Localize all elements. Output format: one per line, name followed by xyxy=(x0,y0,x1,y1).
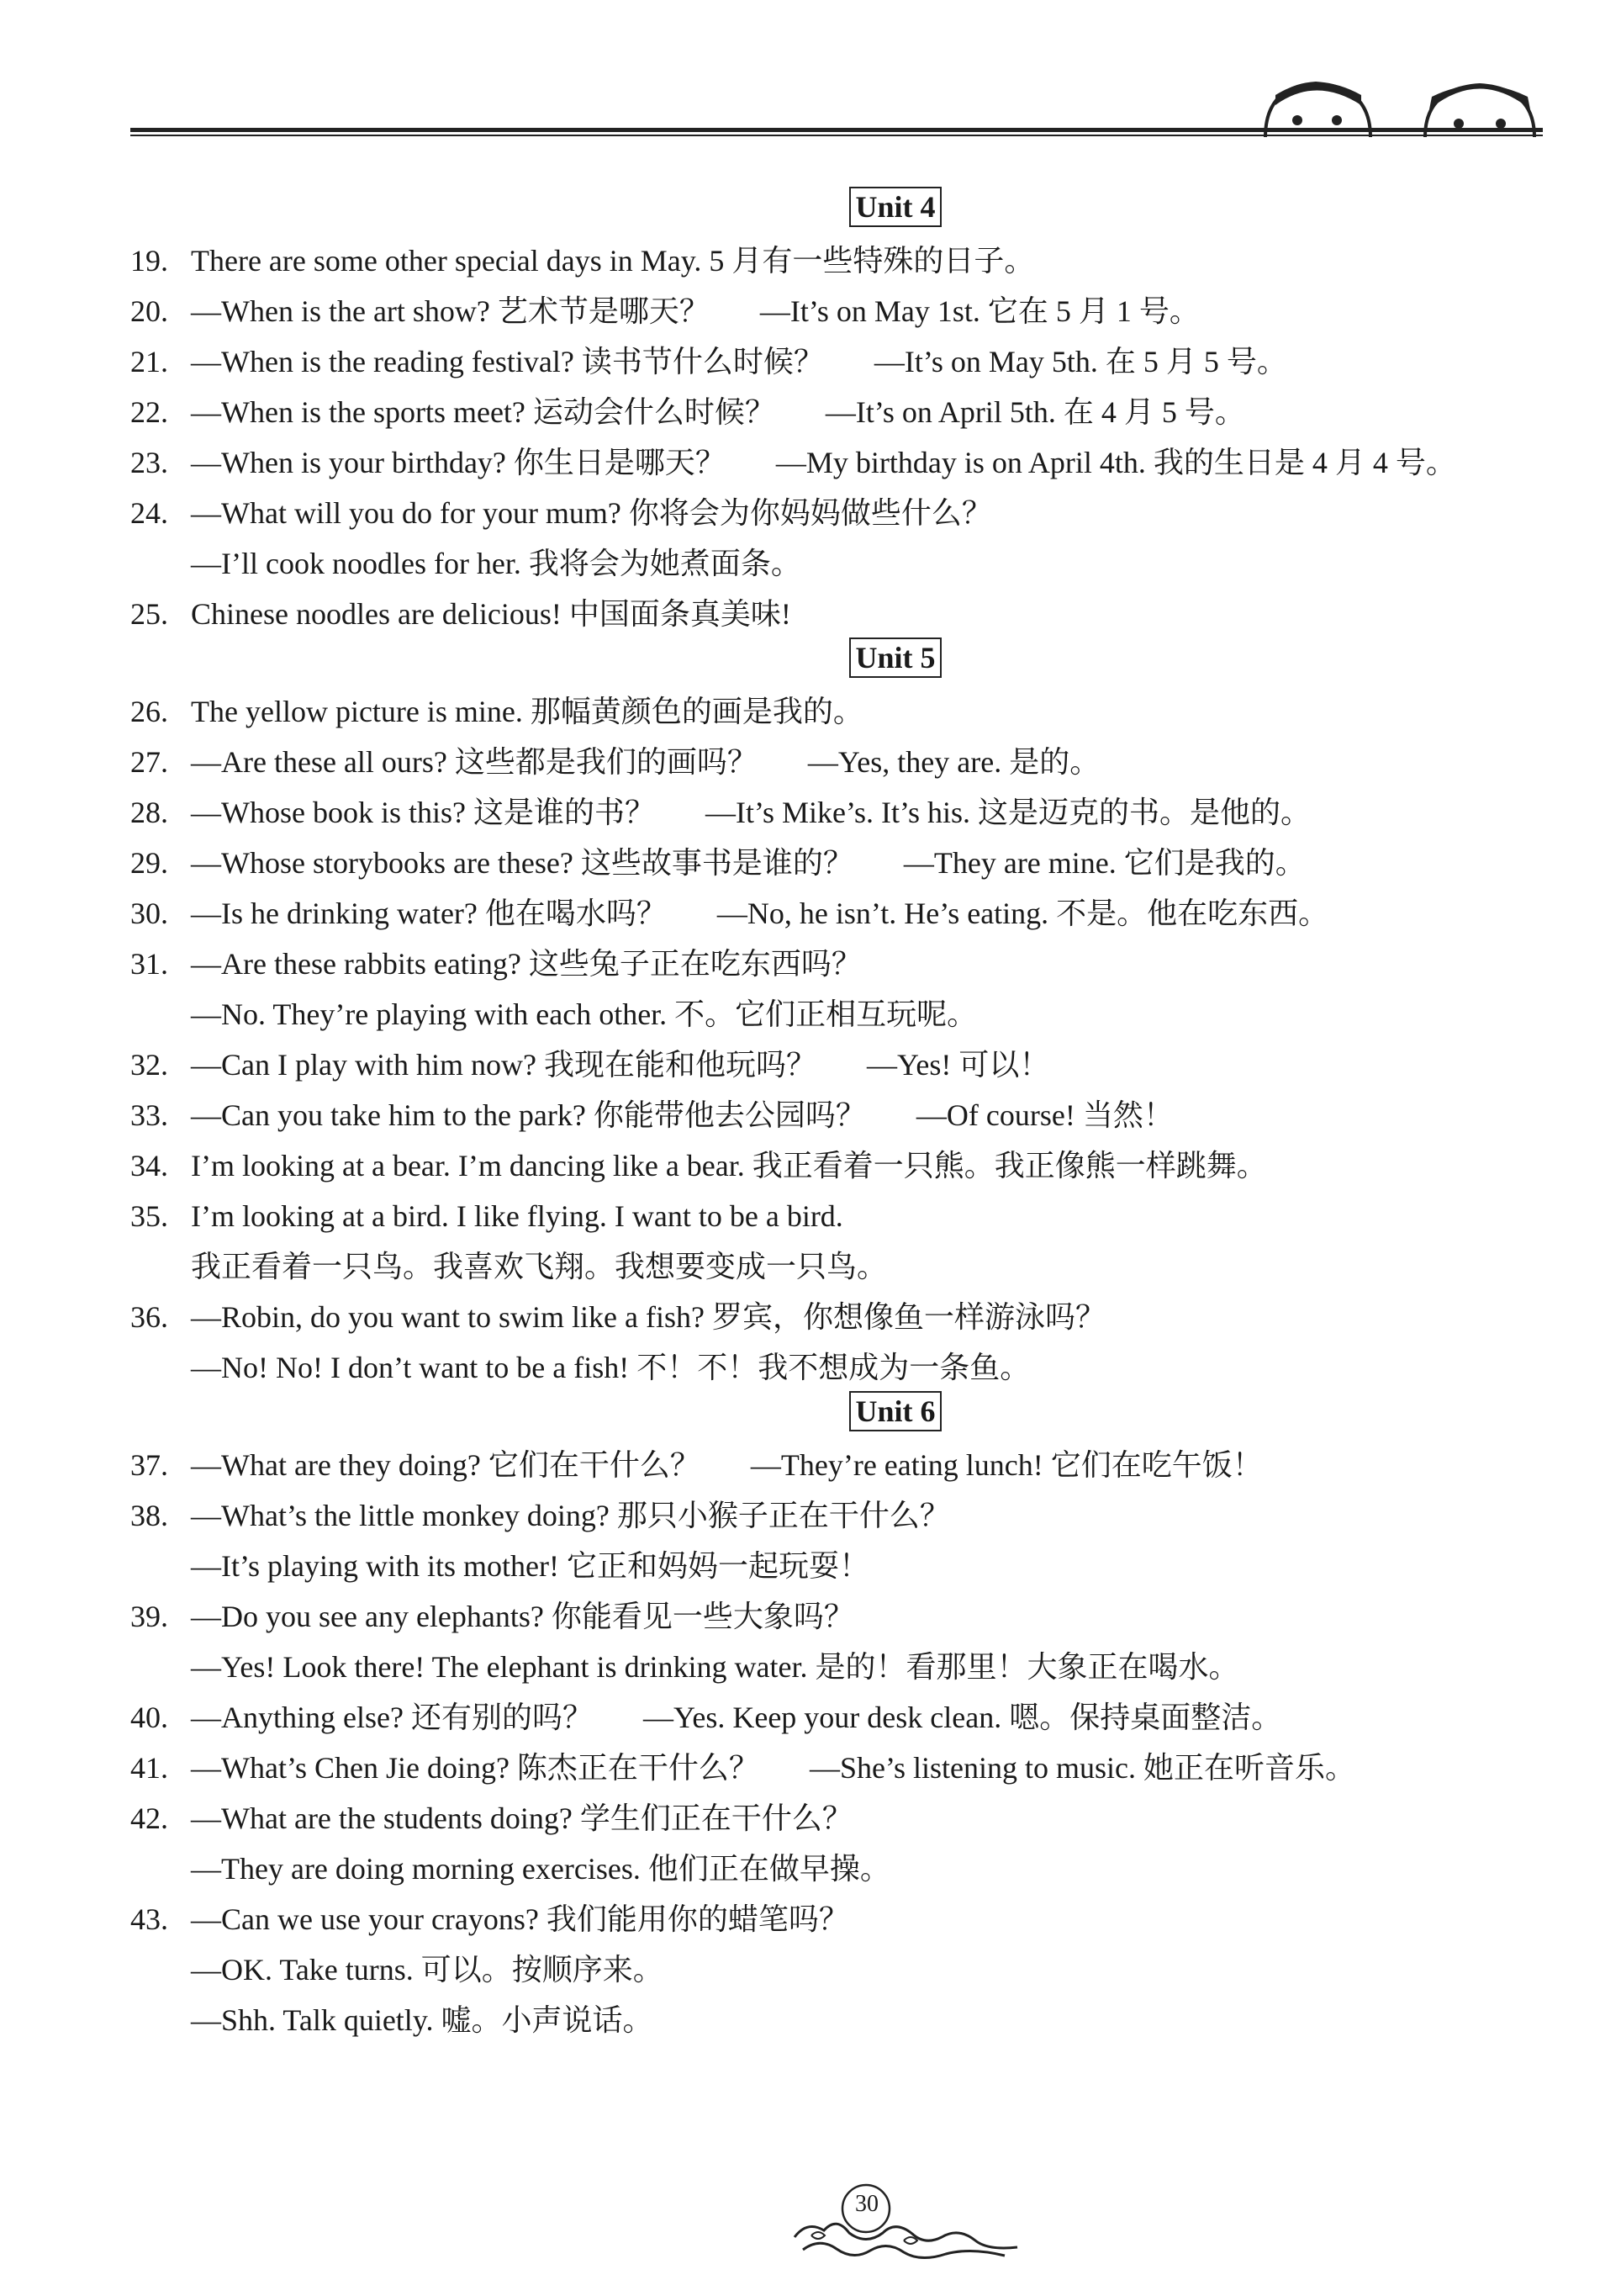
phrase-text: —What will you do for your mum? 你将会为你妈妈做些什么？ xyxy=(191,496,992,530)
item-number: 21. xyxy=(130,345,168,378)
phrase-item xyxy=(130,1140,1560,1191)
phrase-text: —When is the reading festival? 读书节什么时候？ xyxy=(191,345,824,378)
phrase-text: 我正看着一只鸟。我喜欢飞翔。我想要变成一只鸟。 xyxy=(191,1250,888,1283)
phrase-text: —When is the art show? 艺术节是哪天？ xyxy=(191,294,710,328)
phrase-item xyxy=(130,737,1560,787)
phrase-text: —Yes! Look there! The elephant is drinking water. 是的！看那里！大象正在喝水。 xyxy=(191,1650,1239,1684)
phrase-item xyxy=(130,686,1560,737)
phrase-text: —Is he drinking water? 他在喝水吗？ xyxy=(191,897,667,930)
item-number: 22. xyxy=(130,395,168,429)
item-number: 27. xyxy=(130,745,168,779)
phrase-text: —It’s playing with its mother! 它正和妈妈一起玩耍！ xyxy=(191,1549,869,1583)
phrase-text: —Can you take him to the park? 你能带他去公园吗？ xyxy=(191,1098,866,1132)
phrase-text: —Are these rabbits eating? 这些兔子正在吃东西吗？ xyxy=(191,947,862,981)
unit-heading xyxy=(231,187,1560,235)
phrase-text: —I’ll cook noodles for her. 我将会为她煮面条。 xyxy=(191,547,801,580)
phrase-item xyxy=(130,838,1560,888)
item-number: 20. xyxy=(130,294,168,328)
phrase-item xyxy=(130,1191,1560,1292)
phrase-text: —She’s listening to music. 她正在听音乐。 xyxy=(809,1751,1355,1785)
phrase-text: —Whose book is this? 这是谁的书？ xyxy=(191,796,655,829)
phrase-item xyxy=(130,1292,1560,1393)
phrase-text: —They’re eating lunch! 它们在吃午饭！ xyxy=(750,1448,1263,1482)
phrase-text: —What are they doing? 它们在干什么？ xyxy=(191,1448,700,1482)
cartoon-faces-icon xyxy=(1257,71,1555,139)
phrase-text: —It’s on May 1st. 它在 5 月 1 号。 xyxy=(759,294,1200,328)
phrase-item xyxy=(130,787,1560,838)
unit-title: Unit 5 xyxy=(849,637,941,678)
phrase-item xyxy=(130,286,1560,336)
phrase-item xyxy=(130,336,1560,387)
item-number: 19. xyxy=(130,244,168,278)
item-number: 39. xyxy=(130,1600,168,1633)
phrase-text: —No! No! I don’t want to be a fish! 不！不！我不想成为一条鱼。 xyxy=(191,1351,1031,1384)
item-number: 33. xyxy=(130,1098,168,1132)
item-number: 26. xyxy=(130,695,168,728)
phrase-text: —Whose storybooks are these? 这些故事书是谁的？ xyxy=(191,846,853,880)
cloud-ornament-icon xyxy=(778,2178,1030,2271)
phrase-text: —It’s on April 5th. 在 4 月 5 号。 xyxy=(825,395,1245,429)
phrase-item xyxy=(130,235,1560,286)
phrase-item xyxy=(130,1591,1560,1692)
phrase-text: —No. They’re playing with each other. 不。它们正相互玩呢。 xyxy=(191,997,978,1031)
phrase-item xyxy=(130,1090,1560,1140)
phrase-text: —Can I play with him now? 我现在能和他玩吗？ xyxy=(191,1048,816,1082)
phrase-text: Chinese noodles are delicious! 中国面条真美味! xyxy=(191,597,791,631)
phrase-text: —What’s Chen Jie doing? 陈杰正在干什么？ xyxy=(191,1751,759,1785)
phrase-text: —No, he isn’t. He’s eating. 不是。他在吃东西。 xyxy=(716,897,1329,930)
unit-title: Unit 6 xyxy=(849,1391,941,1431)
item-number: 31. xyxy=(130,947,168,981)
phrase-item xyxy=(130,1692,1560,1743)
item-number: 41. xyxy=(130,1751,168,1785)
phrase-item xyxy=(130,1040,1560,1090)
page-number: 30 xyxy=(855,2191,879,2217)
item-number: 28. xyxy=(130,796,168,829)
item-number: 23. xyxy=(130,446,168,479)
item-number: 34. xyxy=(130,1149,168,1182)
phrase-text: —It’s on May 5th. 在 5 月 5 号。 xyxy=(874,345,1287,378)
phrase-text: —When is the sports meet? 运动会什么时候？ xyxy=(191,395,775,429)
phrase-text: The yellow picture is mine. 那幅黄颜色的画是我的。 xyxy=(191,695,863,728)
item-number: 42. xyxy=(130,1801,168,1835)
unit-heading xyxy=(231,637,1560,686)
item-number: 37. xyxy=(130,1448,168,1482)
phrase-item xyxy=(130,1743,1560,1793)
item-number: 30. xyxy=(130,897,168,930)
phrase-text: —Shh. Talk quietly. 嘘。小声说话。 xyxy=(191,2003,653,2037)
phrase-item xyxy=(130,589,1560,639)
phrase-text: —Anything else? 还有别的吗？ xyxy=(191,1701,593,1734)
item-number: 36. xyxy=(130,1300,168,1334)
phrase-item xyxy=(130,387,1560,437)
phrase-item xyxy=(130,1490,1560,1591)
phrase-text: —Do you see any elephants? 你能看见一些大象吗？ xyxy=(191,1600,854,1633)
phrase-text: —Can we use your crayons? 我们能用你的蜡笔吗？ xyxy=(191,1902,849,1936)
phrase-item xyxy=(130,1793,1560,1894)
unit-title: Unit 4 xyxy=(849,187,941,227)
item-number: 25. xyxy=(130,597,168,631)
phrase-text: —What’s the little monkey doing? 那只小猴子正在干什么？ xyxy=(191,1499,950,1532)
phrase-list xyxy=(130,187,1560,2045)
phrase-text: I’m looking at a bear. I’m dancing like a bear. 我正看着一只熊。我正像熊一样跳舞。 xyxy=(191,1149,1267,1182)
phrase-text: —Yes! 可以！ xyxy=(866,1048,1050,1082)
phrase-text: —They are mine. 它们是我的。 xyxy=(903,846,1306,880)
phrase-text: There are some other special days in May. 5 月有一些特殊的日子。 xyxy=(191,244,1035,278)
item-number: 38. xyxy=(130,1499,168,1532)
phrase-item xyxy=(130,488,1560,589)
item-number: 43. xyxy=(130,1902,168,1936)
phrase-text: —Are these all ours? 这些都是我们的画吗？ xyxy=(191,745,758,779)
item-number: 35. xyxy=(130,1199,168,1233)
phrase-text: —It’s Mike’s. It’s his. 这是迈克的书。是他的。 xyxy=(705,796,1312,829)
phrase-text: I’m looking at a bird. I like flying. I want to be a bird. xyxy=(191,1199,843,1233)
phrase-text: —When is your birthday? 你生日是哪天？ xyxy=(191,446,726,479)
phrase-text: —Robin, do you want to swim like a fish? 罗宾，你想像鱼一样游泳吗？ xyxy=(191,1300,1106,1334)
phrase-text: —What are the students doing? 学生们正在干什么？ xyxy=(191,1801,853,1835)
phrase-text: —Yes, they are. 是的。 xyxy=(807,745,1101,779)
item-number: 40. xyxy=(130,1701,168,1734)
phrase-item xyxy=(130,939,1560,1040)
phrase-text: —Yes. Keep your desk clean. 嗯。保持桌面整洁。 xyxy=(642,1701,1282,1734)
phrase-item xyxy=(130,1440,1560,1490)
item-number: 24. xyxy=(130,496,168,530)
phrase-item xyxy=(130,1894,1560,2045)
item-number: 32. xyxy=(130,1048,168,1082)
unit-heading xyxy=(231,1391,1560,1440)
phrase-item xyxy=(130,888,1560,939)
phrase-text: —They are doing morning exercises. 他们正在做早操。 xyxy=(191,1852,890,1886)
phrase-item xyxy=(130,437,1560,488)
item-number: 29. xyxy=(130,846,168,880)
phrase-text: —My birthday is on April 4th. 我的生日是 4 月 4 号。 xyxy=(775,446,1456,479)
phrase-text: —Of course! 当然！ xyxy=(916,1098,1174,1132)
phrase-text: —OK. Take turns. 可以。按顺序来。 xyxy=(191,1953,663,1987)
